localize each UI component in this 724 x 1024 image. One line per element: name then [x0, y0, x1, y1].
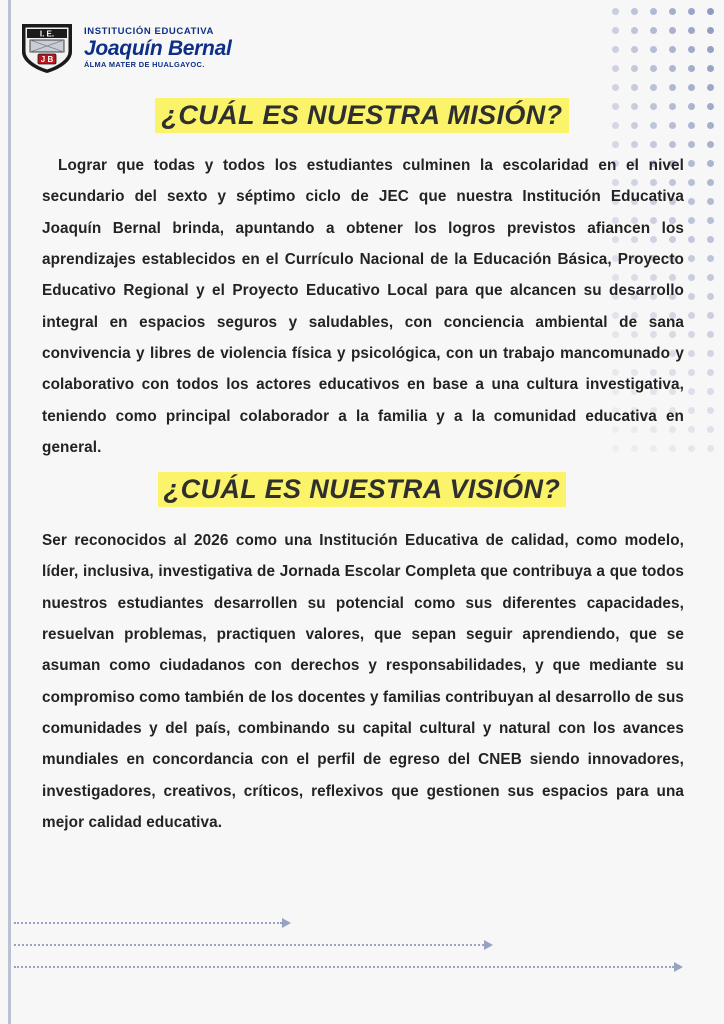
decorative-arrow-line [14, 966, 674, 968]
decorative-dot [707, 255, 714, 262]
decorative-dot [707, 388, 714, 395]
institution-line3: ÁLMA MATER DE HUALGAYOC. [84, 60, 205, 70]
decorative-dot [707, 179, 714, 186]
decorative-dot [650, 46, 657, 53]
decorative-dot [688, 350, 695, 357]
vision-title [0, 472, 724, 507]
decorative-dot [612, 8, 619, 15]
decorative-dot [688, 293, 695, 300]
decorative-dot [707, 312, 714, 319]
institution-name-block [84, 25, 232, 69]
decorative-dot [631, 27, 638, 34]
mision-body [42, 150, 684, 463]
decorative-dot [688, 141, 695, 148]
decorative-dot [688, 65, 695, 72]
decorative-dot [707, 84, 714, 91]
decorative-dot [631, 84, 638, 91]
decorative-dot [688, 198, 695, 205]
decorative-dot [612, 46, 619, 53]
decorative-dot [650, 84, 657, 91]
decorative-dot [669, 84, 676, 91]
decorative-dot [688, 27, 695, 34]
decorative-dot [707, 8, 714, 15]
decorative-arrow-head [484, 940, 493, 950]
decorative-dot [631, 141, 638, 148]
decorative-dot [650, 65, 657, 72]
decorative-dot [707, 331, 714, 338]
institution-line2: Joaquín Bernal [84, 36, 232, 60]
decorative-arrow-head [282, 918, 291, 928]
decorative-dot [707, 141, 714, 148]
decorative-dot [707, 293, 714, 300]
institution-line1: INSTITUCIÓN EDUCATIVA [84, 26, 214, 38]
decorative-arrow-line [14, 922, 282, 924]
decorative-dot [707, 65, 714, 72]
svg-text:J B: J B [40, 55, 54, 64]
svg-text:I. E.: I. E. [39, 29, 55, 39]
decorative-dot [688, 255, 695, 262]
decorative-dot [669, 27, 676, 34]
decorative-dot [707, 274, 714, 281]
left-vertical-rule [8, 0, 11, 1024]
school-crest-icon [18, 18, 76, 76]
decorative-dot [707, 236, 714, 243]
decorative-dot [707, 27, 714, 34]
decorative-dot [688, 46, 695, 53]
mision-body-text: Lograr que todas y todos los estudiantes culminen la escolaridad en el nivel secundario del sexto y séptimo ciclo de JEC que nuestra Institución Educativa Joaquín Bernal brinda, apuntando a obtener los logros previstos afiancen los aprendizajes establecidos en el Currículo Nacional de la Educación Básica, Proyecto Educativo Regional y el Proyecto Educativo Local para que alcancen su desarrollo integral en espacios seguros y saludables, con conciencia ambiental de sana convivencia y libres de violencia física y psicológica, con un trabajo mancomunado y colaborativo con todos los actores educativos en base a una cultura investigativa, teniendo como principal colaborador a la familia y a la comunidad educativa en general. [42, 157, 684, 457]
decorative-dot [650, 27, 657, 34]
vision-body-text: Ser reconocidos al 2026 como una Institución Educativa de calidad, como modelo, líder, inclusiva, investigativa de Jornada Escolar Completa que contribuya a que todos nuestros estudiantes desarrollen su potencial como sus diferentes capacidades, resuelvan problemas, practiquen valores, que sepan seguir aprendiendo, que se asuman como ciudadanos con derechos y responsabilidades, y que mediante su compromiso como también de los docentes y familias contribuyan al desarrollo de sus comunidades y del país, combinando su capital cultural y natural con los avances mundiales en concordancia con el perfil de egreso del CNEB siendo innovadores, investigadores, creativos, críticos, reflexivos que gestionen sus espacios para una mejor calidad educativa. [42, 532, 684, 832]
decorative-dot [631, 65, 638, 72]
institution-header [18, 18, 232, 76]
decorative-dot [612, 27, 619, 34]
decorative-dot [707, 426, 714, 433]
decorative-dot [688, 312, 695, 319]
decorative-arrow-line [14, 944, 484, 946]
decorative-dot [688, 331, 695, 338]
decorative-dot [669, 141, 676, 148]
decorative-dot [707, 46, 714, 53]
decorative-dot [669, 65, 676, 72]
decorative-dot [688, 179, 695, 186]
decorative-dot [707, 160, 714, 167]
decorative-dotted-arrows [14, 922, 704, 1002]
decorative-dot [707, 445, 714, 452]
vision-body [42, 525, 684, 838]
decorative-dot [612, 84, 619, 91]
decorative-dot [650, 141, 657, 148]
decorative-dot [688, 8, 695, 15]
decorative-dot [688, 407, 695, 414]
decorative-dot [688, 388, 695, 395]
decorative-dot [612, 65, 619, 72]
decorative-dot [688, 84, 695, 91]
decorative-dot [707, 369, 714, 376]
decorative-dot [688, 445, 695, 452]
decorative-dot [707, 350, 714, 357]
decorative-arrow-head [674, 962, 683, 972]
mision-title [0, 98, 724, 133]
decorative-dot [707, 198, 714, 205]
decorative-dot [688, 274, 695, 281]
mision-title-text: ¿CUÁL ES NUESTRA MISIÓN? [155, 98, 568, 133]
decorative-dot [688, 369, 695, 376]
decorative-dot [650, 8, 657, 15]
decorative-dot [688, 160, 695, 167]
decorative-dot [707, 217, 714, 224]
decorative-dot [669, 46, 676, 53]
vision-title-text: ¿CUÁL ES NUESTRA VISIÓN? [158, 472, 567, 507]
decorative-dot [669, 8, 676, 15]
decorative-dot [631, 8, 638, 15]
decorative-dot [688, 236, 695, 243]
decorative-dot [688, 426, 695, 433]
decorative-dot [612, 141, 619, 148]
decorative-dot [707, 407, 714, 414]
decorative-dot [688, 217, 695, 224]
decorative-dot [631, 46, 638, 53]
